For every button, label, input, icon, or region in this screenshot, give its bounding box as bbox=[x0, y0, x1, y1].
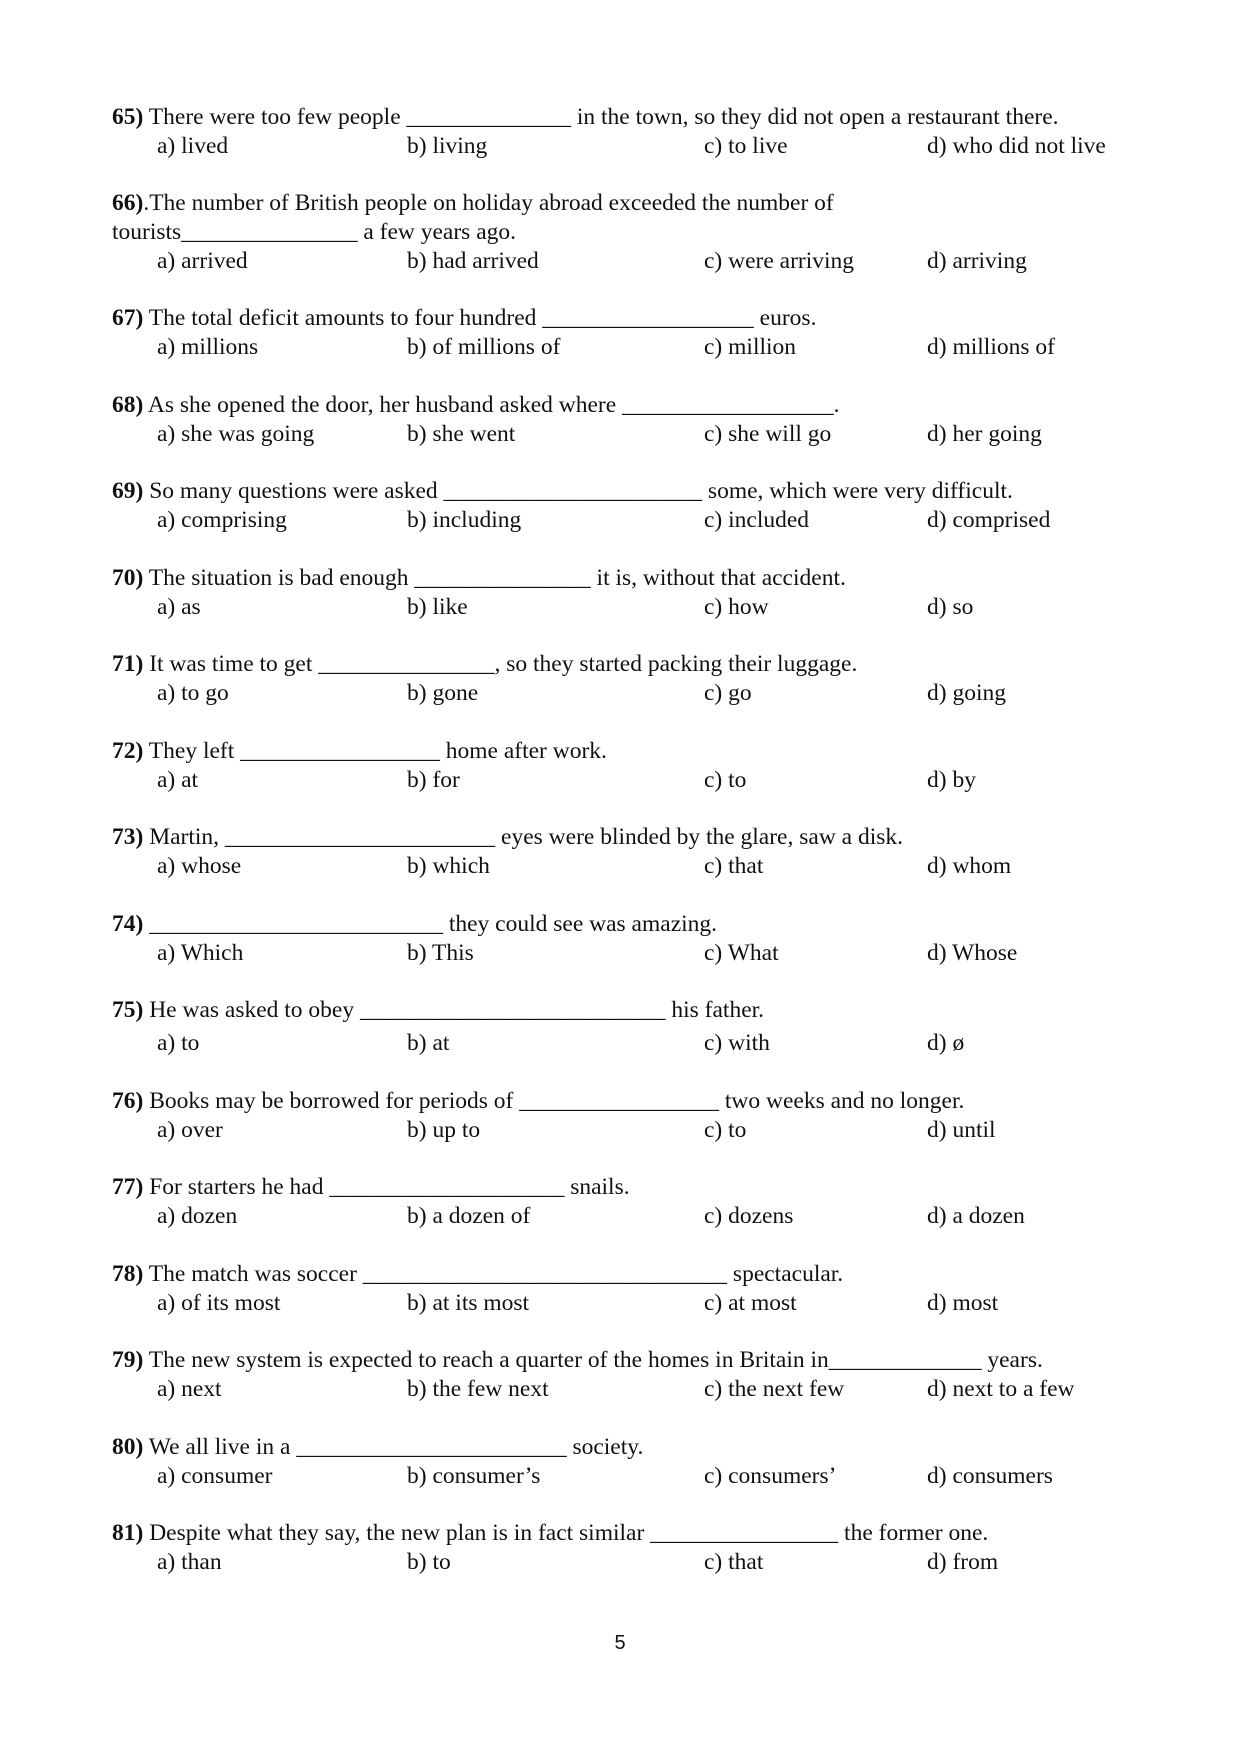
question-text: They left _________________ home after work. bbox=[148, 738, 607, 764]
option-c[interactable]: c) million bbox=[704, 334, 797, 360]
question-67 bbox=[112, 304, 1152, 362]
option-b[interactable]: b) of millions of bbox=[407, 334, 561, 360]
question-text: The new system is expected to reach a quarter of the homes in Britain in_____________ years. bbox=[148, 1347, 1043, 1373]
option-a[interactable]: a) over bbox=[157, 1117, 223, 1143]
option-a[interactable]: a) to go bbox=[157, 680, 229, 706]
option-d[interactable]: d) a dozen bbox=[927, 1203, 1025, 1229]
option-c[interactable]: c) at most bbox=[704, 1290, 797, 1316]
option-d[interactable]: d) by bbox=[927, 767, 976, 793]
option-a[interactable]: a) to bbox=[157, 1030, 200, 1056]
option-d[interactable]: d) until bbox=[927, 1117, 996, 1143]
options-row bbox=[112, 593, 1152, 622]
question-75 bbox=[112, 996, 1152, 1058]
question-72 bbox=[112, 737, 1152, 795]
question-text: So many questions were asked ______________________ some, which were very difficult. bbox=[149, 478, 1013, 504]
question-66 bbox=[112, 189, 1152, 276]
option-d[interactable]: d) her going bbox=[927, 421, 1042, 447]
option-d[interactable]: d) comprised bbox=[927, 507, 1051, 533]
question-70 bbox=[112, 564, 1152, 622]
question-text: The match was soccer _______________________________ spectacular. bbox=[148, 1261, 844, 1287]
option-a[interactable]: a) than bbox=[157, 1549, 222, 1575]
question-stem bbox=[112, 737, 1152, 766]
option-b[interactable]: b) the few next bbox=[407, 1376, 549, 1402]
option-c[interactable]: c) dozens bbox=[704, 1203, 794, 1229]
option-c[interactable]: c) she will go bbox=[704, 421, 832, 447]
question-number: 78) bbox=[112, 1261, 144, 1287]
options-row bbox=[112, 1029, 1152, 1058]
question-number: 69) bbox=[112, 478, 144, 504]
question-stem bbox=[112, 189, 1152, 218]
question-71 bbox=[112, 650, 1152, 708]
question-stem-line-2: tourists_______________ a few years ago. bbox=[112, 219, 516, 245]
option-d[interactable]: d) Whose bbox=[927, 940, 1018, 966]
question-number: 72) bbox=[112, 738, 144, 764]
question-stem bbox=[112, 1519, 1152, 1548]
question-number: 80) bbox=[112, 1434, 144, 1460]
question-text: Martin, _______________________ eyes were blinded by the glare, saw a disk. bbox=[149, 824, 904, 850]
question-81 bbox=[112, 1519, 1152, 1577]
options-row bbox=[112, 506, 1152, 535]
question-stem bbox=[112, 650, 1152, 679]
options-row bbox=[112, 1548, 1152, 1577]
question-stem bbox=[112, 1260, 1152, 1289]
option-d[interactable]: d) next to a few bbox=[927, 1376, 1075, 1402]
options-row bbox=[112, 1202, 1152, 1231]
question-stem bbox=[112, 823, 1152, 852]
option-b[interactable]: b) at its most bbox=[407, 1290, 530, 1316]
question-number: 76) bbox=[112, 1088, 144, 1114]
question-stem bbox=[112, 304, 1152, 333]
question-number: 67) bbox=[112, 305, 144, 331]
question-text: .The number of British people on holiday abroad exceeded the number of bbox=[143, 190, 834, 216]
question-stem bbox=[112, 910, 1152, 939]
question-80 bbox=[112, 1433, 1152, 1491]
question-79 bbox=[112, 1346, 1152, 1404]
question-77 bbox=[112, 1173, 1152, 1231]
option-b[interactable]: b) to bbox=[407, 1549, 451, 1575]
option-d[interactable]: d) consumers bbox=[927, 1463, 1053, 1489]
question-number: 70) bbox=[112, 565, 144, 591]
options-row bbox=[112, 852, 1152, 881]
option-c[interactable]: c) What bbox=[704, 940, 779, 966]
option-b[interactable]: b) had arrived bbox=[407, 248, 539, 274]
option-d[interactable]: d) from bbox=[927, 1549, 999, 1575]
question-text: The situation is bad enough _______________ it is, without that accident. bbox=[148, 565, 846, 591]
question-number: 75) bbox=[112, 997, 144, 1023]
option-d[interactable]: d) ø bbox=[927, 1030, 965, 1056]
options-row bbox=[112, 333, 1152, 362]
question-text: We all live in a _______________________ society. bbox=[148, 1434, 644, 1460]
question-78 bbox=[112, 1260, 1152, 1318]
question-number: 74) bbox=[112, 911, 144, 937]
page-number: 5 bbox=[614, 1632, 626, 1654]
option-c[interactable]: c) how bbox=[704, 594, 769, 620]
options-row bbox=[112, 420, 1152, 449]
question-65 bbox=[112, 103, 1152, 161]
option-b[interactable]: b) like bbox=[407, 594, 468, 620]
option-c[interactable]: c) with bbox=[704, 1030, 770, 1056]
question-text: Books may be borrowed for periods of _________________ two weeks and no longer. bbox=[149, 1088, 965, 1114]
option-d[interactable]: d) going bbox=[927, 680, 1006, 706]
option-a[interactable]: a) arrived bbox=[157, 248, 248, 274]
option-b[interactable]: b) living bbox=[407, 133, 488, 159]
option-a[interactable]: a) dozen bbox=[157, 1203, 238, 1229]
question-stem bbox=[112, 996, 1152, 1025]
question-stem bbox=[112, 1346, 1152, 1375]
options-row bbox=[112, 1116, 1152, 1145]
question-number: 71) bbox=[112, 651, 144, 677]
question-text: Despite what they say, the new plan is in fact similar ________________ the former one. bbox=[149, 1520, 989, 1546]
question-number: 77) bbox=[112, 1174, 144, 1200]
question-text: There were too few people ______________ in the town, so they did not open a restaurant there. bbox=[148, 104, 1059, 130]
options-row bbox=[112, 766, 1152, 795]
option-a[interactable]: a) at bbox=[157, 767, 199, 793]
options-row bbox=[112, 1375, 1152, 1404]
option-b[interactable]: b) for bbox=[407, 767, 460, 793]
option-a[interactable]: a) she was going bbox=[157, 421, 315, 447]
option-d[interactable]: d) so bbox=[927, 594, 974, 620]
option-b[interactable]: b) This bbox=[407, 940, 474, 966]
question-text: _________________________ they could see was amazing. bbox=[143, 911, 718, 937]
option-c[interactable]: c) that bbox=[704, 853, 764, 879]
option-b[interactable]: b) at bbox=[407, 1030, 450, 1056]
question-74 bbox=[112, 910, 1152, 968]
option-c[interactable]: c) that bbox=[704, 1549, 764, 1575]
question-number: 66) bbox=[112, 190, 144, 216]
option-a[interactable]: a) Which bbox=[157, 940, 244, 966]
options-row bbox=[112, 132, 1152, 161]
question-text: It was time to get _______________, so they started packing their luggage. bbox=[149, 651, 858, 677]
option-b[interactable]: b) up to bbox=[407, 1117, 481, 1143]
question-stem bbox=[112, 103, 1152, 132]
option-c[interactable]: c) to bbox=[704, 767, 747, 793]
options-row bbox=[112, 1289, 1152, 1318]
question-number: 79) bbox=[112, 1347, 144, 1373]
question-text: For starters he had ____________________ snails. bbox=[149, 1174, 630, 1200]
question-text: As she opened the door, her husband asked where __________________. bbox=[147, 392, 840, 418]
question-number: 81) bbox=[112, 1520, 144, 1546]
question-number: 73) bbox=[112, 824, 144, 850]
option-d[interactable]: d) who did not live bbox=[927, 133, 1106, 159]
option-b[interactable]: b) she went bbox=[407, 421, 516, 447]
option-d[interactable]: d) whom bbox=[927, 853, 1012, 879]
question-stem bbox=[112, 391, 1152, 420]
question-stem bbox=[112, 1173, 1152, 1202]
question-number: 65) bbox=[112, 104, 144, 130]
options-row bbox=[112, 679, 1152, 708]
option-a[interactable]: a) whose bbox=[157, 853, 242, 879]
question-69 bbox=[112, 477, 1152, 535]
option-c[interactable]: c) consumers’ bbox=[704, 1463, 837, 1489]
option-a[interactable]: a) as bbox=[157, 594, 201, 620]
option-a[interactable]: a) of its most bbox=[157, 1290, 281, 1316]
options-row bbox=[112, 939, 1152, 968]
option-a[interactable]: a) consumer bbox=[157, 1463, 273, 1489]
option-a[interactable]: a) millions bbox=[157, 334, 259, 360]
option-b[interactable]: b) gone bbox=[407, 680, 479, 706]
question-stem bbox=[112, 1433, 1152, 1462]
option-c[interactable]: c) the next few bbox=[704, 1376, 845, 1402]
options-row bbox=[112, 1462, 1152, 1491]
question-73 bbox=[112, 823, 1152, 881]
option-c[interactable]: c) to bbox=[704, 1117, 747, 1143]
question-text: He was asked to obey __________________________ his father. bbox=[149, 997, 765, 1023]
option-c[interactable]: c) to live bbox=[704, 133, 788, 159]
option-b[interactable]: b) a dozen of bbox=[407, 1203, 531, 1229]
option-a[interactable]: a) next bbox=[157, 1376, 222, 1402]
option-d[interactable]: d) arriving bbox=[927, 248, 1027, 274]
option-b[interactable]: b) consumer’s bbox=[407, 1463, 541, 1489]
question-76 bbox=[112, 1087, 1152, 1145]
question-text: The total deficit amounts to four hundred __________________ euros. bbox=[148, 305, 817, 331]
question-number: 68) bbox=[112, 392, 144, 418]
option-d[interactable]: d) millions of bbox=[927, 334, 1055, 360]
question-stem bbox=[112, 1087, 1152, 1116]
option-c[interactable]: c) were arriving bbox=[704, 248, 855, 274]
option-d[interactable]: d) most bbox=[927, 1290, 999, 1316]
options-row bbox=[112, 247, 1152, 276]
question-68 bbox=[112, 391, 1152, 449]
option-a[interactable]: a) lived bbox=[157, 133, 229, 159]
question-stem bbox=[112, 477, 1152, 506]
option-c[interactable]: c) go bbox=[704, 680, 752, 706]
option-a[interactable]: a) comprising bbox=[157, 507, 287, 533]
question-stem bbox=[112, 564, 1152, 593]
option-c[interactable]: c) included bbox=[704, 507, 810, 533]
option-b[interactable]: b) which bbox=[407, 853, 490, 879]
option-b[interactable]: b) including bbox=[407, 507, 522, 533]
